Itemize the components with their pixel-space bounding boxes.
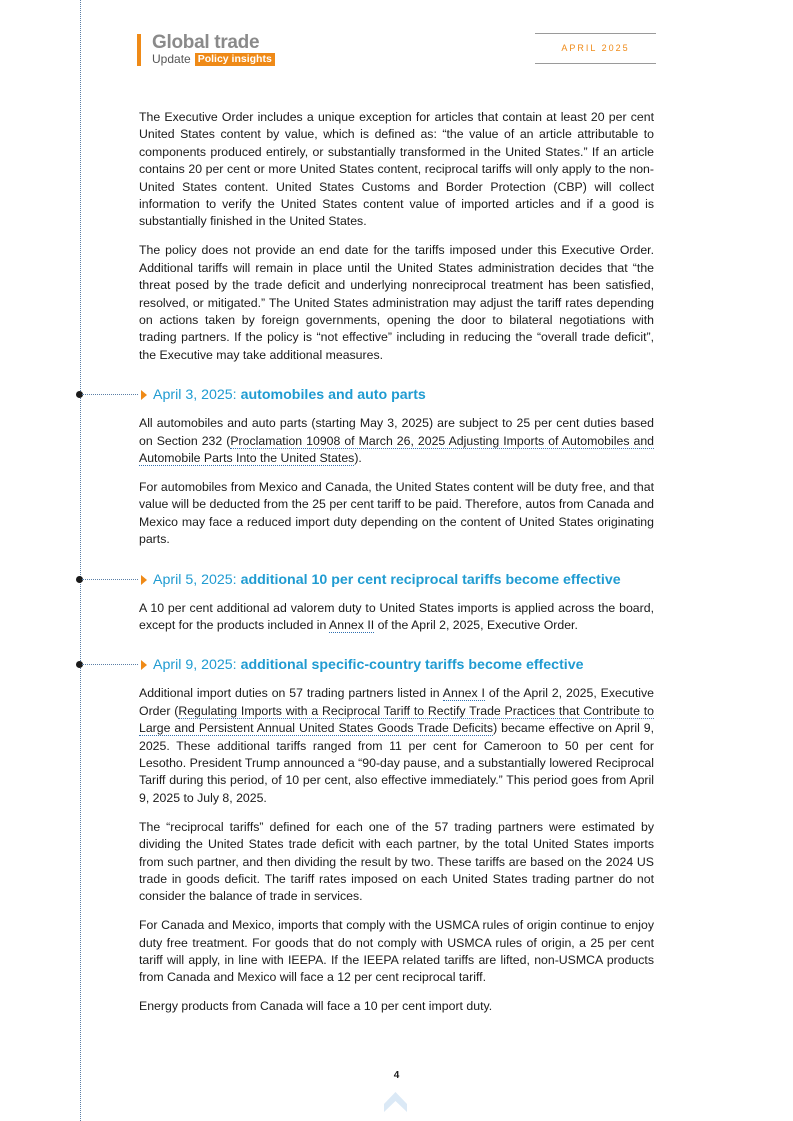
intro-paragraph-1: The Executive Order includes a unique exception for articles that contain at least 20 per cent United States content by value, which is defined as: “the value of an article attributable to components produced entirely, or substantially transformed in the United States.” If an article contains 20 per cent or more United States content, reciprocal tariffs will only apply to the non-United States content. United States Customs and Border Protection (CBP) will collect information to verify the United States content value of imported articles and if a good is substantially finished in the United States. — [139, 110, 654, 229]
section-1-paragraph-1 — [139, 415, 654, 467]
text-span: of the April 2, 2025, Executive Order. — [374, 617, 578, 632]
section-2-paragraph-1 — [139, 600, 654, 635]
intro-paragraph-2: The policy does not provide an end date for the tariffs imposed under this Executive Order. Additional tariffs will remain in place until the United States administration decides that “the threat posed by the trade deficit and underlying nonreciprocal treatment has been satisfied, resolved, or mitigated.” The United States administration may adjust the tariff rates depending on actions taken by foreign governments, opening the door to bilateral negotiations with trading partners. If the policy is “not effective” including in reducing the “overall trade deficit”, the Executive may take additional measures. — [139, 243, 654, 362]
proclamation-10908-link[interactable]: Proclamation 10908 of March 26, 2025 Adjusting Imports of Automobiles and Automobile Parts Into the United States — [139, 433, 654, 465]
text-span: ). — [354, 451, 362, 465]
text-span: All automobiles and auto parts (starting May 3, 2025) are subject to 25 per cent duties based on Section 232 ( — [139, 416, 654, 448]
section-date: April 3, 2025: — [153, 387, 237, 404]
header-accent-bar — [137, 34, 141, 66]
section-1-paragraph-2: For automobiles from Mexico and Canada, the United States content will be duty free, and that value will be deducted from the 25 per cent tariff to be paid. Therefore, autos from Canada and Mexico may face a reduced import duty depending on the content of United States originating parts. — [139, 479, 654, 547]
annex-ii-link[interactable]: Annex II — [329, 617, 375, 632]
section-date: April 9, 2025: — [153, 657, 237, 674]
header-title: Global trade — [152, 32, 260, 53]
section-title: additional specific-country tariffs become effective — [240, 657, 584, 674]
up-arrow-icon[interactable] — [383, 1090, 408, 1114]
section-title: additional 10 per cent reciprocal tariffs become effective — [240, 571, 621, 588]
header-subtitle: Update — [152, 52, 191, 66]
header-subtitle-row — [152, 52, 275, 66]
timeline-connector — [82, 664, 138, 665]
arrow-right-icon — [141, 390, 147, 400]
section-heading-april-9 — [139, 656, 654, 674]
text-span: of the April 2, 2025, Executive Order ( — [139, 686, 654, 718]
section-3-paragraph-2: The “reciprocal tariffs” defined for each one of the 57 trading partners were estimated by dividing the United States trade deficit with each partner, by the total United States imports from such partner, and then dividing the result by two. These tariffs are based on the 2024 US trade in goods deficit. The tariff rates imposed on each United States trading partner do not consider the balance of trade in services. — [139, 819, 654, 904]
section-3-paragraph-1 — [139, 685, 654, 807]
section-date: April 5, 2025: — [153, 571, 237, 588]
page-number: 4 — [393, 1070, 400, 1081]
arrow-right-icon — [141, 660, 147, 670]
executive-order-link[interactable]: Regulating Imports with a Reciprocal Tariff to Rectify Trade Practices that Contribute to Large and Persistent Annual United States Goods Trade Deficits — [139, 703, 654, 736]
timeline-connector — [82, 579, 138, 580]
timeline-line — [80, 0, 81, 1121]
section-3-paragraph-4: Energy products from Canada will face a 10 per cent import duty. — [139, 999, 493, 1014]
timeline-connector — [82, 394, 138, 395]
section-3-paragraph-3: For Canada and Mexico, imports that comply with the USMCA rules of origin continue to enjoy duty free treatment. For goods that do not comply with USMCA rules of origin, a 25 per cent tariff will apply, in line with IEEPA. If the IEEPA related tariffs are lifted, non-USMCA products from Canada and Mexico will face a 12 per cent reciprocal tariff. — [139, 918, 654, 985]
header-badge: Policy insights — [195, 53, 275, 66]
text-span: ) became effective on April 9, 2025. These additional tariffs ranged from 11 per cent for Cameroon to 50 per cent for Lesotho. President Trump announced a “90-day pause, and a substantially lowered Reciprocal Tariff during this period, of 10 per cent, also effective immediately.” This period goes from April 9, 2025 to July 8, 2025. — [139, 721, 654, 805]
header-date: APRIL 2025 — [535, 33, 656, 64]
section-heading-april-3 — [139, 386, 654, 404]
section-heading-april-5 — [139, 571, 654, 589]
annex-i-link[interactable]: Annex I — [442, 686, 485, 701]
section-title: automobiles and auto parts — [240, 387, 426, 404]
arrow-right-icon — [141, 575, 147, 585]
main-content — [139, 109, 654, 1027]
text-span: A 10 per cent additional ad valorem duty to United States imports is applied across the board, except for the products included in — [139, 600, 654, 632]
text-span: Additional import duties on 57 trading partners listed in — [139, 686, 443, 701]
